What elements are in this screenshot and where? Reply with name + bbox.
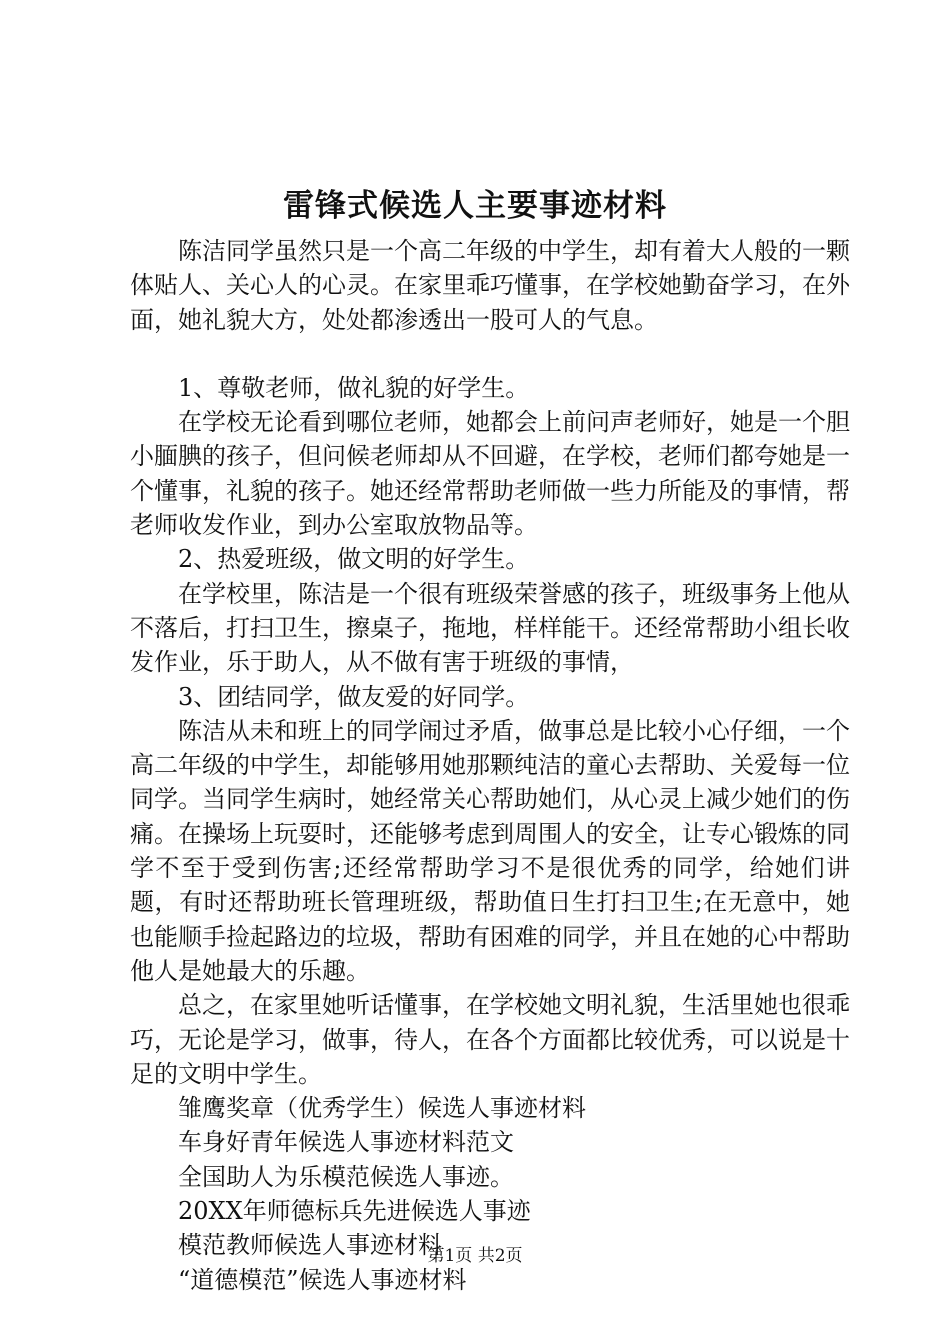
related-link[interactable]: 车身好青年候选人事迹材料范文 (178, 1128, 514, 1157)
related-link[interactable]: 模范教师候选人事迹材料 (178, 1231, 442, 1260)
related-link[interactable]: 全国助人为乐模范候选人事迹。 (178, 1162, 514, 1191)
related-link[interactable]: 20XX年师德标兵先进候选人事迹 (178, 1197, 531, 1226)
page-number-footer: 第1页 共2页 (427, 1246, 523, 1266)
paragraph-love-class: 在学校里，陈洁是一个很有班级荣誉感的孩子，班级事务上他从不落后，打扫卫生，擦桌子，拖地，样样能干。还经常帮助小组长收发作业，乐于助人，从不做有害于班级的事情， (130, 579, 850, 677)
related-link[interactable]: “道德模范”候选人事迹材料 (178, 1265, 467, 1294)
document-body (130, 234, 850, 1297)
document-title: 雷锋式候选人主要事迹材料 (283, 188, 667, 224)
paragraph-intro: 陈洁同学虽然只是一个高二年级的中学生，却有着大人般的一颗体贴人、关心人的心灵。在家里乖巧懂事，在学校她勤奋学习，在外面，她礼貌大方，处处都渗透出一股可人的气息。 (130, 237, 850, 334)
paragraph-summary: 总之，在家里她听话懂事，在学校她文明礼貌，生活里她也很乖巧，无论是学习，做事，待人，在各个方面都比较优秀，可以说是十足的文明中学生。 (130, 991, 850, 1088)
paragraph-unite-classmates: 陈洁从未和班上的同学闹过矛盾，做事总是比较小心仔细，一个高二年级的中学生，却能够用她那颗纯洁的童心去帮助、关爱每一位同学。当同学生病时，她经常关心帮助她们，从心灵上减少她们的伤痛。在操场上玩耍时，还能够考虑到周围人的安全，让专心锻炼的同学不至于受到伤害;还经常帮助学习不是很优秀的同学，给她们讲题，有时还帮助班长管理班级，帮助值日生打扫卫生;在无意中，她也能顺手捡起路边的垃圾，帮助有困难的同学，并且在她的心中帮助他人是她最大的乐趣。 (130, 716, 850, 985)
section-heading-3: 3、团结同学，做友爱的好同学。 (178, 682, 530, 711)
section-heading-2: 2、热爱班级，做文明的好学生。 (178, 545, 530, 574)
section-heading-1: 1、尊敬老师，做礼貌的好学生。 (178, 373, 530, 402)
paragraph-respect-teachers: 在学校无论看到哪位老师，她都会上前问声老师好，她是一个胆小腼腆的孩子，但问候老师却从不回避，在学校，老师们都夸她是一个懂事，礼貌的孩子。她还经常帮助老师做一些力所能及的事情，帮老师收发作业，到办公室取放物品等。 (130, 408, 850, 540)
related-link[interactable]: 雏鹰奖章（优秀学生）候选人事迹材料 (178, 1094, 586, 1123)
